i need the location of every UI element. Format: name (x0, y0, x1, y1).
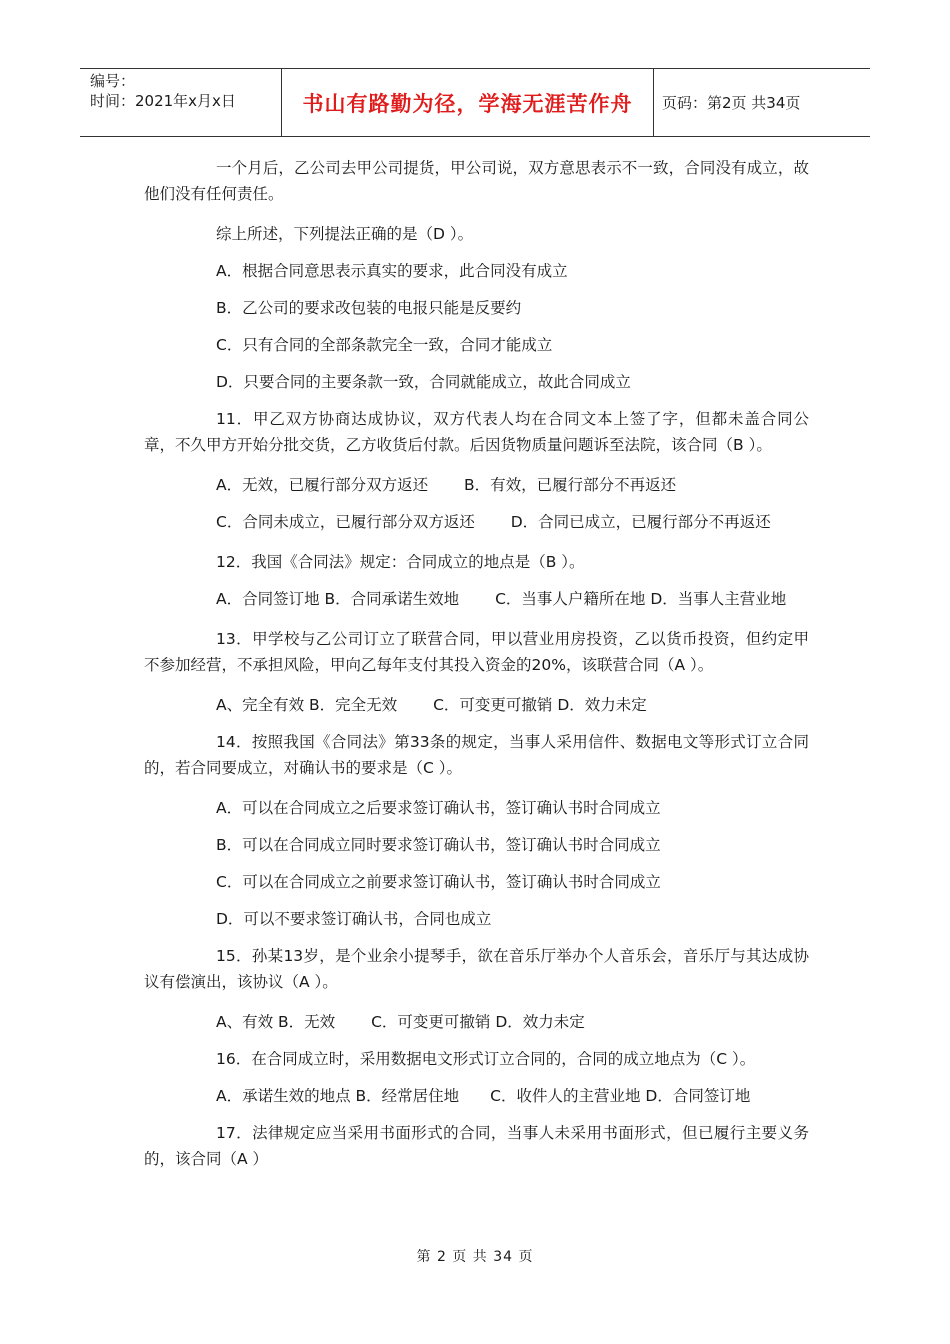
answer-option: A、有效 B．无效 C．可变更可撤销 D．效力未定 (216, 1013, 585, 1031)
answer-option: A．合同签订地 B．合同承诺生效地 C．当事人户籍所在地 D．当事人主营业地 (216, 590, 787, 608)
answer-option: A．根据合同意思表示真实的要求，此合同没有成立 (216, 262, 568, 280)
document-time-label: 时间：2021年x月x日 (90, 92, 236, 110)
header-motto: 书山有路勤为径，学海无涯苦作舟 (282, 69, 654, 136)
question-stem: 综上所述，下列提法正确的是（D ）。 (216, 225, 474, 243)
question-16: 16．在合同成立时，采用数据电文形式订立合同的，合同的成立地点为（C ）。 (216, 1050, 756, 1068)
answer-option: A、完全有效 B．完全无效 C．可变更可撤销 D．效力未定 (216, 696, 647, 714)
page-footer: 第 2 页 共 34 页 (416, 1249, 534, 1265)
answer-option: D．可以不要求签订确认书，合同也成立 (216, 910, 492, 928)
paragraph: 一个月后，乙公司去甲公司提货，甲公司说，双方意思表示不一致，合同没有成立，故他们没有任何责任。 (144, 159, 809, 203)
answer-option: B．乙公司的要求改包装的电报只能是反要约 (216, 299, 522, 317)
header-page-info: 页码：第2页 共34页 (662, 94, 801, 112)
question-13: 13．甲学校与乙公司订立了联营合同，甲以营业用房投资，乙以货币投资，但约定甲不参加经营，不承担风险，甲向乙每年支付其投入资金的20%，该联营合同（A ）。 (144, 630, 809, 674)
page-header (80, 68, 870, 137)
answer-option: C．可以在合同成立之前要求签订确认书，签订确认书时合同成立 (216, 873, 661, 891)
answer-option: A．无效，已履行部分双方返还 B．有效，已履行部分不再返还 (216, 476, 677, 494)
question-11: 11．甲乙双方协商达成协议，双方代表人均在合同文本上签了字，但都未盖合同公章，不久甲方开始分批交货，乙方收货后付款。后因货物质量问题诉至法院，该合同（B ）。 (144, 410, 809, 454)
answer-option: A．可以在合同成立之后要求签订确认书，签订确认书时合同成立 (216, 799, 661, 817)
question-14: 14．按照我国《合同法》第33条的规定，当事人采用信件、数据电文等形式订立合同的，若合同要成立，对确认书的要求是（C ）。 (144, 733, 809, 777)
answer-option: B．可以在合同成立同时要求签订确认书，签订确认书时合同成立 (216, 836, 661, 854)
answer-option: C．合同未成立，已履行部分双方返还 D．合同已成立，已履行部分不再返还 (216, 513, 771, 531)
document-number-label: 编号： (90, 72, 136, 90)
answer-option: A．承诺生效的地点 B．经常居住地 C．收件人的主营业地 D．合同签订地 (216, 1087, 751, 1105)
question-17: 17．法律规定应当采用书面形式的合同，当事人未采用书面形式，但已履行主要义务的，该合同（A ） (144, 1124, 809, 1168)
question-15: 15．孙某13岁，是个业余小提琴手，欲在音乐厅举办个人音乐会，音乐厅与其达成协议有偿演出，该协议（A ）。 (144, 947, 809, 991)
answer-option: C．只有合同的全部条款完全一致，合同才能成立 (216, 336, 553, 354)
question-12: 12．我国《合同法》规定：合同成立的地点是（B ）。 (216, 553, 585, 571)
answer-option: D．只要合同的主要条款一致，合同就能成立，故此合同成立 (216, 373, 631, 391)
document-body (144, 155, 809, 1186)
header-meta (80, 69, 282, 136)
